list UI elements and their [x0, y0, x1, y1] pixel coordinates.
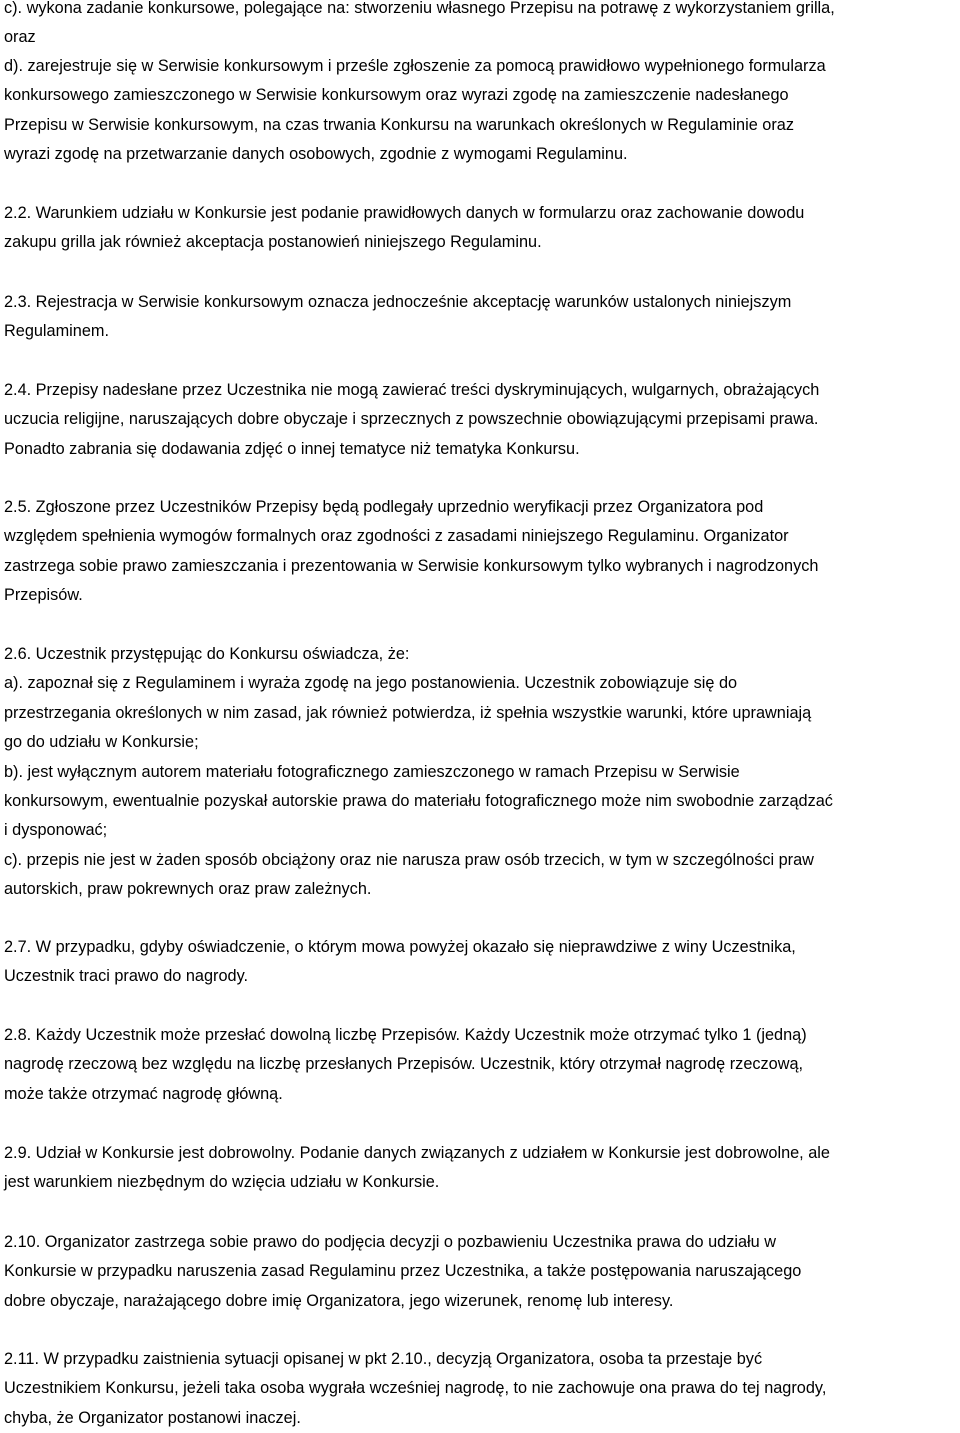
section-2-8	[4, 1021, 956, 1109]
text-line: Regulaminem.	[4, 322, 109, 341]
text-line: 2.2. Warunkiem udziału w Konkursie jest podanie prawidłowych danych w formularzu oraz zachowanie dowodu	[4, 204, 805, 222]
text-line: 2.5. Zgłoszone przez Uczestników Przepisy będą podlegały uprzednio weryfikacji przez Organizatora pod	[4, 498, 764, 516]
text-line: konkursowego zamieszczonego w Serwisie konkursowym oraz wyrazi zgodę na zamieszczenie nadesłanego	[4, 86, 789, 105]
text-line: 2.4. Przepisy nadesłane przez Uczestnika nie mogą zawierać treści dyskryminujących, wulgarnych, obrażających	[4, 381, 820, 399]
text-line: oraz	[4, 28, 36, 47]
text-line: Konkursie w przypadku naruszenia zasad Regulaminu przez Uczestnika, a także postępowania naruszającego	[4, 1262, 802, 1281]
text-line: c). przepis nie jest w żaden sposób obciążony oraz nie narusza praw osób trzecich, w tym w szczególności praw	[4, 850, 814, 869]
text-line: dobre obyczaje, narażającego dobre imię Organizatora, jego wizerunek, renomę lub interesy.	[4, 1291, 674, 1310]
section-2-3	[4, 288, 956, 347]
text-line: konkursowym, ewentualnie pozyskał autorskie prawa do materiału fotograficznego może nim swobodnie zarządzać	[4, 792, 833, 811]
text-line: autorskich, praw pokrewnych oraz praw zależnych.	[4, 880, 372, 899]
text-line: uczucia religijne, naruszających dobre obyczaje i sprzecznych z powszechnie obowiązującymi przepisami prawa.	[4, 410, 819, 429]
text-line: b). jest wyłącznym autorem materiału fotograficznego zamieszczonego w ramach Przepisu w Serwisie	[4, 762, 740, 781]
text-line: c). wykona zadanie konkursowe, polegające na: stworzeniu własnego Przepisu na potrawę z wykorzystaniem grilla,	[4, 0, 835, 17]
text-line: zastrzega sobie prawo zamieszczania i prezentowania w Serwisie konkursowym tylko wybranych i nagrodzonych	[4, 556, 819, 575]
clause-d	[4, 52, 956, 170]
text-line: chyba, że Organizator postanowi inaczej.	[4, 1408, 301, 1427]
clause-c	[4, 0, 956, 53]
section-2-11	[4, 1345, 956, 1433]
text-line: 2.8. Każdy Uczestnik może przesłać dowolną liczbę Przepisów. Każdy Uczestnik może otrzymać tylko 1 (jedną)	[4, 1026, 807, 1044]
section-2-9	[4, 1139, 956, 1198]
text-line: względem spełnienia wymogów formalnych oraz zgodności z zasadami niniejszego Regulaminu. Organizator	[4, 527, 789, 546]
text-line: 2.7. W przypadku, gdyby oświadczenie, o którym mowa powyżej okazało się nieprawdziwe z winy Uczestnika,	[4, 938, 796, 956]
text-line: może także otrzymać nagrodę główną.	[4, 1084, 283, 1103]
text-line: Ponadto zabrania się dodawania zdjęć o innej tematyce niż tematyka Konkursu.	[4, 439, 580, 458]
text-line: Przepisu w Serwisie konkursowym, na czas trwania Konkursu na warunkach określonych w Regulaminie oraz	[4, 115, 794, 134]
section-2-4	[4, 376, 956, 464]
text-line: 2.9. Udział w Konkursie jest dobrowolny. Podanie danych związanych z udziałem w Konkursie jest dobrowolne, ale	[4, 1144, 830, 1162]
text-line: Przepisów.	[4, 586, 83, 605]
section-2-5	[4, 493, 956, 611]
text-line: wyrazi zgodę na przetwarzanie danych osobowych, zgodnie z wymogami Regulaminu.	[4, 145, 628, 164]
text-line: 2.11. W przypadku zaistnienia sytuacji opisanej w pkt 2.10., decyzją Organizatora, osoba ta przestaje być	[4, 1350, 763, 1368]
text-line: nagrodę rzeczową bez względu na liczbę przesłanych Przepisów. Uczestnik, który otrzymał nagrodę rzeczową,	[4, 1055, 804, 1074]
text-line: Uczestnik traci prawo do nagrody.	[4, 967, 249, 986]
text-line: d). zarejestruje się w Serwisie konkursowym i prześle zgłoszenie za pomocą prawidłowo wypełnionego formularza	[4, 57, 826, 75]
section-2-2	[4, 199, 956, 258]
text-line: przestrzegania określonych w nim zasad, jak również potwierdza, iż spełnia wszystkie warunki, które uprawniają	[4, 703, 812, 722]
text-line: 2.3. Rejestracja w Serwisie konkursowym oznacza jednocześnie akceptację warunków ustalonych niniejszym	[4, 293, 792, 311]
text-line: 2.6. Uczestnik przystępując do Konkursu oświadcza, że:	[4, 645, 410, 663]
section-2-10	[4, 1228, 956, 1316]
section-2-6	[4, 640, 956, 905]
section-2-7	[4, 933, 956, 992]
text-line: go do udziału w Konkursie;	[4, 733, 199, 752]
text-line: zakupu grilla jak również akceptacja postanowień niniejszego Regulaminu.	[4, 233, 542, 252]
text-line: Uczestnikiem Konkursu, jeżeli taka osoba wygrała wcześniej nagrodę, to nie zachowuje ona prawa do tej nagrody,	[4, 1379, 827, 1398]
text-line: jest warunkiem niezbędnym do wzięcia udziału w Konkursie.	[4, 1173, 440, 1192]
text-line: 2.10. Organizator zastrzega sobie prawo do podjęcia decyzji o pozbawieniu Uczestnika prawa do udziału w	[4, 1233, 776, 1251]
text-line: i dysponować;	[4, 821, 108, 840]
text-line: a). zapoznał się z Regulaminem i wyraża zgodę na jego postanowienia. Uczestnik zobowiązuje się do	[4, 674, 738, 693]
